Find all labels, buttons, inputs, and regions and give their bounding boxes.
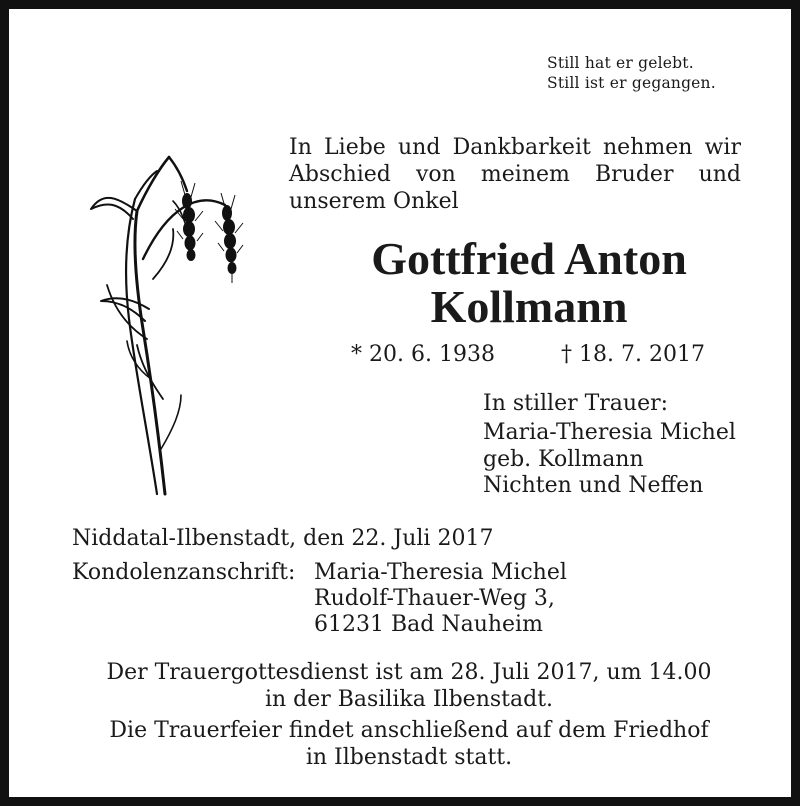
mourner-line-1: Maria-Theresia Michel: [483, 420, 736, 445]
place-and-date: Niddatal-Ilbenstadt, den 22. Juli 2017: [72, 526, 494, 551]
motto: [547, 53, 757, 93]
birth-date: * 20. 6. 1938: [351, 342, 495, 367]
service-info: [29, 659, 789, 771]
address-street: Rudolf-Thauer-Weg 3,: [314, 586, 555, 611]
service-line-3: Die Trauerfeier findet anschließend auf dem Friedhof: [109, 718, 709, 743]
address-city: 61231 Bad Nauheim: [314, 612, 543, 637]
service-line-4: in Ilbenstadt statt.: [305, 745, 513, 770]
intro-line-1: In Liebe und Dankbarkeit nehmen wir: [289, 135, 741, 160]
mourners-list: [483, 420, 736, 500]
mourner-line-2: geb. Kollmann: [483, 446, 644, 472]
name-line-1: Gottfried Anton: [371, 233, 687, 284]
motto-line-1: Still hat er gelebt.: [547, 54, 694, 72]
service-line-2: in der Basilika Ilbenstadt.: [264, 687, 554, 712]
name-line-2: Kollmann: [430, 281, 628, 332]
deceased-name: [309, 235, 749, 331]
wheat-ears-icon: [77, 149, 257, 499]
mourner-line-3: Nichten und Neffen: [483, 473, 704, 498]
condolence-address: [314, 560, 567, 638]
condolence-label: Kondolenzanschrift:: [72, 560, 296, 585]
intro-line-3: unserem Onkel: [289, 189, 459, 214]
motto-line-2: Still ist er gegangen.: [547, 74, 716, 92]
service-line-1: Der Trauergottesdienst ist am 28. Juli 2017, um 14.00: [106, 660, 712, 685]
address-name: Maria-Theresia Michel: [314, 560, 567, 585]
mourners-heading: In stiller Trauer:: [483, 391, 669, 416]
death-date: † 18. 7. 2017: [561, 342, 705, 367]
intro-text: [289, 134, 741, 215]
intro-line-2: Abschied von meinem Bruder und: [289, 162, 741, 187]
